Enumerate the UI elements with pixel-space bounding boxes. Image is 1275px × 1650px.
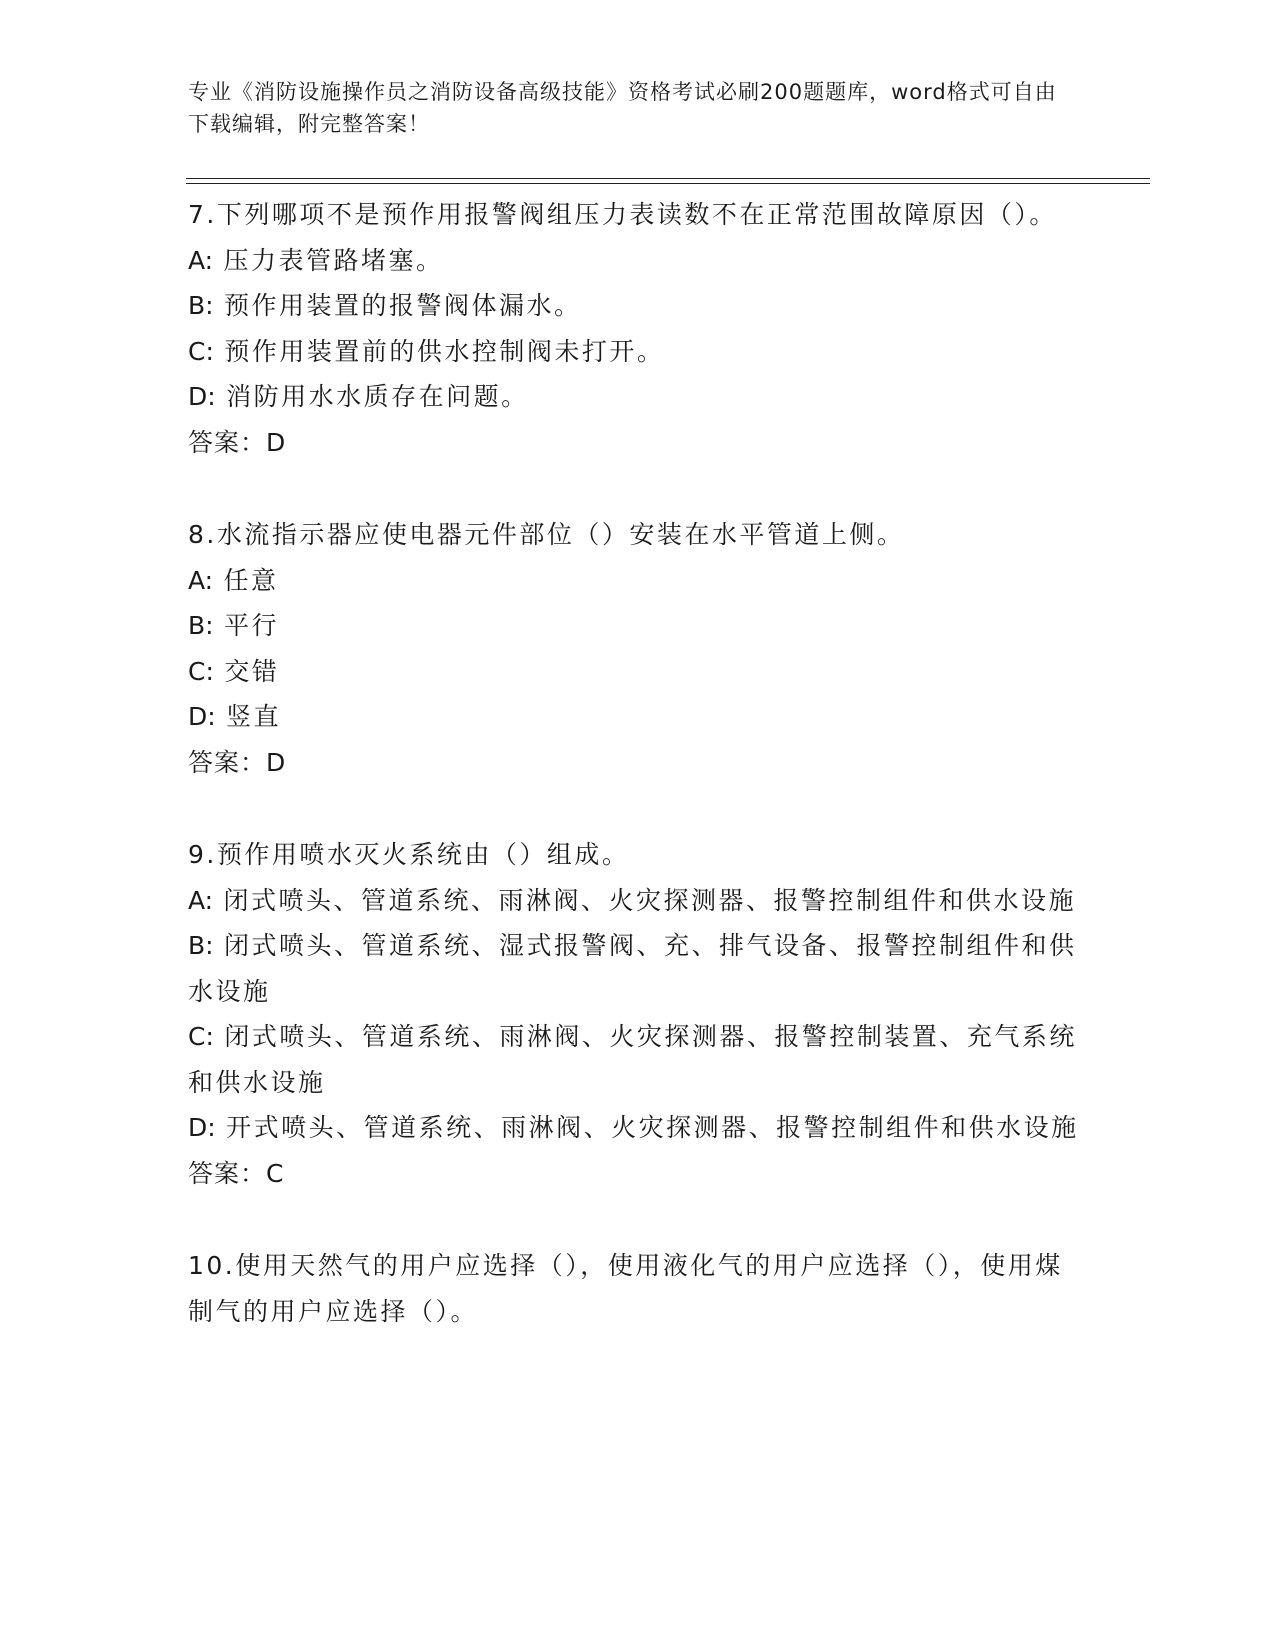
- question-list: [188, 192, 1088, 1381]
- option-text: 消防用水水质存在问题。: [226, 382, 529, 411]
- header-divider-thin: [186, 178, 1150, 179]
- option-letter: D:: [188, 382, 216, 411]
- answer-line: 答案：D: [188, 747, 287, 777]
- option-d: [188, 694, 1088, 740]
- question-8: [188, 512, 1088, 785]
- option-letter: B:: [188, 611, 214, 640]
- option-text: 任意: [223, 565, 279, 595]
- option-b: [188, 283, 1088, 329]
- option-text: 平行: [224, 611, 280, 640]
- header-divider-thick: [186, 183, 1150, 184]
- option-a: [188, 238, 1088, 284]
- option-c: [188, 1014, 1088, 1105]
- option-text: 闭式喷头、管道系统、雨淋阀、火灾探测器、报警控制装置、充气系统和供水设施: [188, 1022, 1077, 1097]
- option-text: 压力表管路堵塞。: [223, 245, 444, 275]
- question-stem: 10.使用天然气的用户应选择（），使用液化气的用户应选择（），使用煤制气的用户应选择（）。: [188, 1251, 1063, 1326]
- option-letter: A:: [188, 245, 214, 275]
- option-c: [188, 329, 1088, 375]
- option-c: [188, 649, 1088, 695]
- option-letter: A:: [188, 885, 214, 915]
- option-text: 竖直: [226, 702, 282, 731]
- option-b: [188, 923, 1088, 1014]
- option-letter: C:: [188, 336, 214, 366]
- option-letter: B:: [188, 931, 214, 960]
- question-stem: 7.下列哪项不是预作用报警阀组压力表读数不在正常范围故障原因（）。: [188, 200, 1057, 229]
- option-letter: D:: [188, 1113, 216, 1142]
- option-letter: D:: [188, 702, 216, 731]
- option-letter: C:: [188, 1022, 214, 1051]
- option-d: [188, 374, 1088, 420]
- question-10: [188, 1243, 1088, 1334]
- option-a: [188, 878, 1088, 924]
- option-text: 预作用装置的报警阀体漏水。: [224, 291, 582, 320]
- option-b: [188, 603, 1088, 649]
- question-7: [188, 192, 1088, 465]
- option-letter: A:: [188, 565, 214, 595]
- option-letter: B:: [188, 291, 214, 320]
- question-stem: 9.预作用喷水灭火系统由（）组成。: [188, 840, 630, 869]
- option-text: 交错: [224, 656, 280, 686]
- option-d: [188, 1105, 1088, 1151]
- option-text: 预作用装置前的供水控制阀未打开。: [224, 336, 665, 366]
- document-header: 专业《消防设施操作员之消防设备高级技能》资格考试必刷200题题库，word格式可自由下载编辑，附完整答案！: [188, 80, 1057, 136]
- question-stem: 8.水流指示器应使电器元件部位（）安装在水平管道上侧。: [188, 520, 905, 549]
- option-a: [188, 558, 1088, 604]
- answer-line: 答案：D: [188, 427, 287, 457]
- option-text: 闭式喷头、管道系统、雨淋阀、火灾探测器、报警控制组件和供水设施: [223, 885, 1077, 915]
- option-letter: C:: [188, 656, 214, 686]
- option-text: 开式喷头、管道系统、雨淋阀、火灾探测器、报警控制组件和供水设施: [226, 1113, 1079, 1142]
- question-9: [188, 832, 1088, 1196]
- answer-line: 答案：C: [188, 1158, 285, 1188]
- option-text: 闭式喷头、管道系统、湿式报警阀、充、排气设备、报警控制组件和供水设施: [188, 931, 1077, 1006]
